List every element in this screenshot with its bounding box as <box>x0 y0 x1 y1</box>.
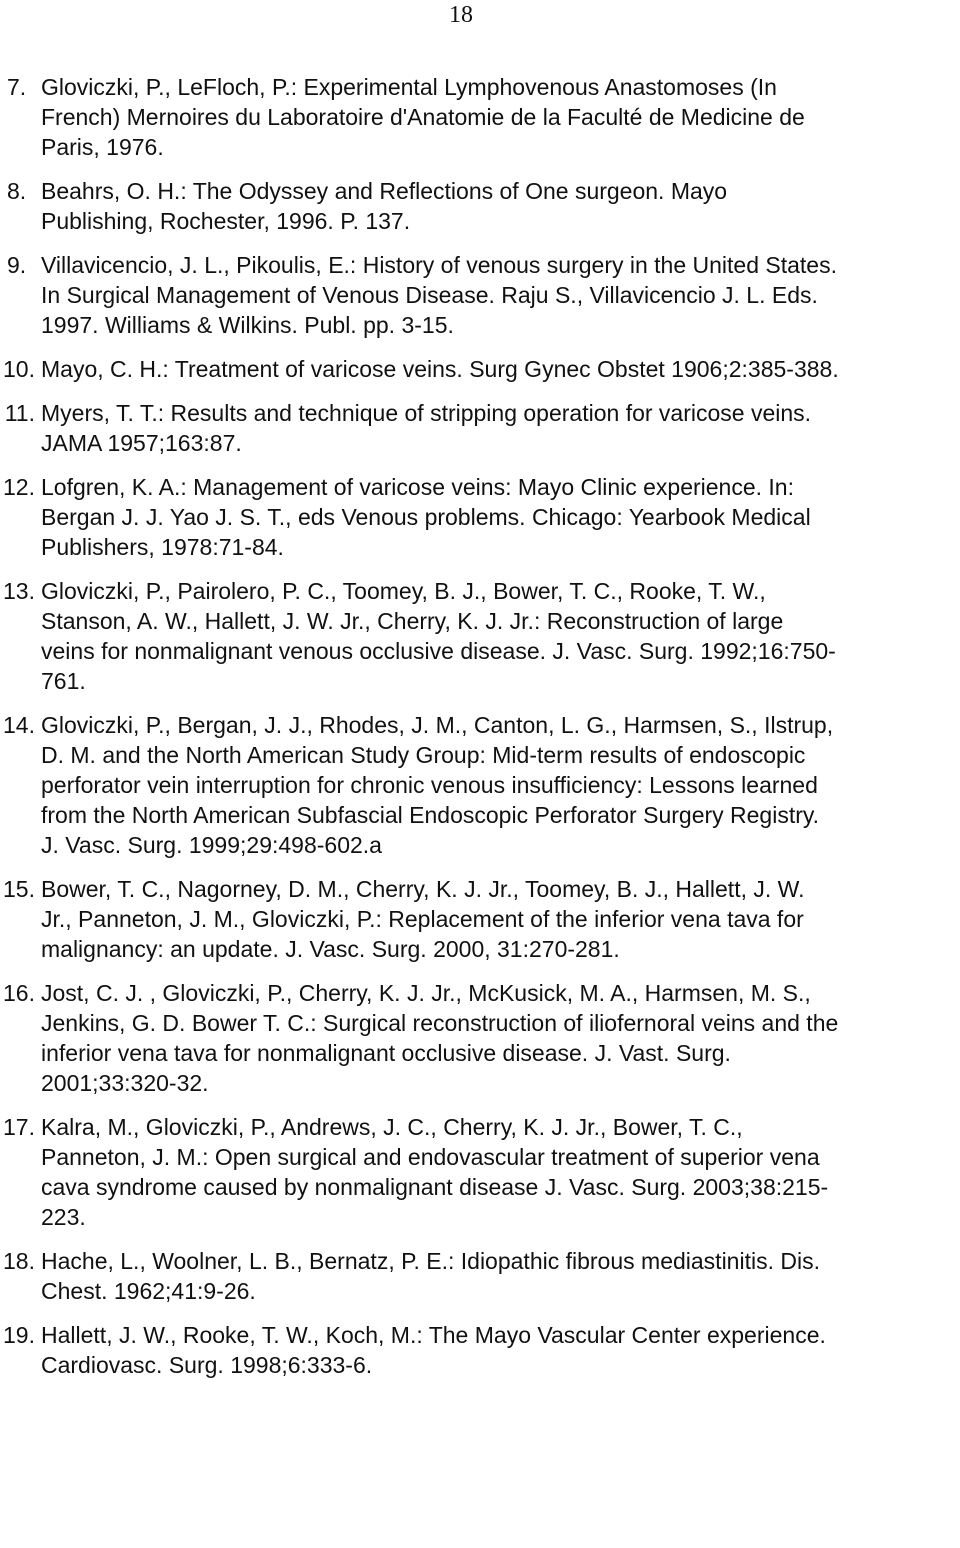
reference-number: 18. <box>3 1248 35 1274</box>
reference-number: 17. <box>3 1114 35 1140</box>
reference-number: 19. <box>3 1322 35 1348</box>
reference-number: 14. <box>3 712 35 738</box>
reference-list <box>0 72 960 1394</box>
reference-text: Gloviczki, P., Pairolero, P. C., Toomey, B. J., Bower, T. C., Rooke, T. W., Stanson, A. W., Hallett, J. W. Jr., Cherry, K. J. Jr.: Reconstruction of large veins for nonmalignant venous occlusive disease. J. Vasc. Surg. 1992;16:750- 761. <box>41 578 836 694</box>
reference-text: Hallett, J. W., Rooke, T. W., Koch, M.: The Mayo Vascular Center experience. Cardiovasc. Surg. 1998;6:333-6. <box>41 1322 826 1378</box>
reference-text: Jost, C. J. , Gloviczki, P., Cherry, K. J. Jr., McKusick, M. A., Harmsen, M. S., Jenkins, G. D. Bower T. C.: Surgical reconstruction of iliofernoral veins and the inferior vena tava for nonmalignant occlusive disease. J. Vast. Surg. 2001;33:320-32. <box>41 980 839 1096</box>
reference-number: 7. <box>7 74 27 100</box>
reference-number: 10. <box>3 356 35 382</box>
reference-text: Mayo, C. H.: Treatment of varicose veins. Surg Gynec Obstet 1906;2:385-388. <box>41 356 839 382</box>
reference-item <box>0 874 960 964</box>
reference-number: 13. <box>3 578 35 604</box>
reference-item <box>0 1112 960 1232</box>
reference-item <box>0 978 960 1098</box>
reference-text: Hache, L., Woolner, L. B., Bernatz, P. E.: Idiopathic fibrous mediastinitis. Dis. Chest. 1962;41:9-26. <box>41 1248 820 1304</box>
reference-text: Villavicencio, J. L., Pikoulis, E.: History of venous surgery in the United States. In Surgical Management of Venous Disease. Raju S., Villavicencio J. L. Eds. 1997. Williams & Wilkins. Publ. pp. 3-15. <box>41 252 837 338</box>
reference-item <box>0 710 960 860</box>
reference-item <box>0 1320 960 1380</box>
reference-number: 9. <box>7 252 27 278</box>
reference-item <box>0 472 960 562</box>
reference-number: 16. <box>3 980 35 1006</box>
reference-item <box>0 354 960 384</box>
reference-text: Lofgren, K. A.: Management of varicose veins: Mayo Clinic experience. In: Bergan J. J. Yao J. S. T., eds Venous problems. Chicago: Yearbook Medical Publishers, 1978:71-84. <box>41 474 811 560</box>
reference-item <box>0 72 960 162</box>
reference-item <box>0 576 960 696</box>
reference-text: Myers, T. T.: Results and technique of stripping operation for varicose veins. JAMA 1957;163:87. <box>41 400 812 456</box>
reference-text: Bower, T. C., Nagorney, D. M., Cherry, K. J. Jr., Toomey, B. J., Hallett, J. W. Jr., Panneton, J. M., Gloviczki, P.: Replacement of the inferior vena tava for malignancy: an update. J. Vasc. Surg. 2000, 31:270-281. <box>41 876 805 962</box>
reference-item <box>0 398 960 458</box>
reference-number: 15. <box>3 876 35 902</box>
reference-number: 11. <box>4 400 35 426</box>
reference-item <box>0 1246 960 1306</box>
reference-text: Beahrs, O. H.: The Odyssey and Reflections of One surgeon. Mayo Publishing, Rochester, 1996. P. 137. <box>41 178 728 234</box>
reference-number: 12. <box>3 474 35 500</box>
reference-number: 8. <box>7 178 27 204</box>
reference-item <box>0 176 960 236</box>
reference-text: Gloviczki, P., Bergan, J. J., Rhodes, J. M., Canton, L. G., Harmsen, S., Ilstrup, D. M. and the North American Study Group: Mid-term results of endoscopic perforator vein interruption for chronic venous insufficiency: Lessons learned from the North American Subfascial Endoscopic Perforator Surgery Registry. J. Vasc. Surg. 1999;29:498-602.a <box>41 712 834 858</box>
reference-item <box>0 250 960 340</box>
reference-text: Kalra, M., Gloviczki, P., Andrews, J. C., Cherry, K. J. Jr., Bower, T. C., Panneton, J. M.: Open surgical and endovascular treatment of superior vena cava syndrome caused by nonmalignant disease J. Vasc. Surg. 2003;38:215- 223. <box>41 1114 829 1230</box>
page-number: 18 <box>449 2 473 28</box>
reference-text: Gloviczki, P., LeFloch, P.: Experimental Lymphovenous Anastomoses (In French) Mernoires du Laboratoire d'Anatomie de la Faculté de Medicine de Paris, 1976. <box>41 74 805 160</box>
